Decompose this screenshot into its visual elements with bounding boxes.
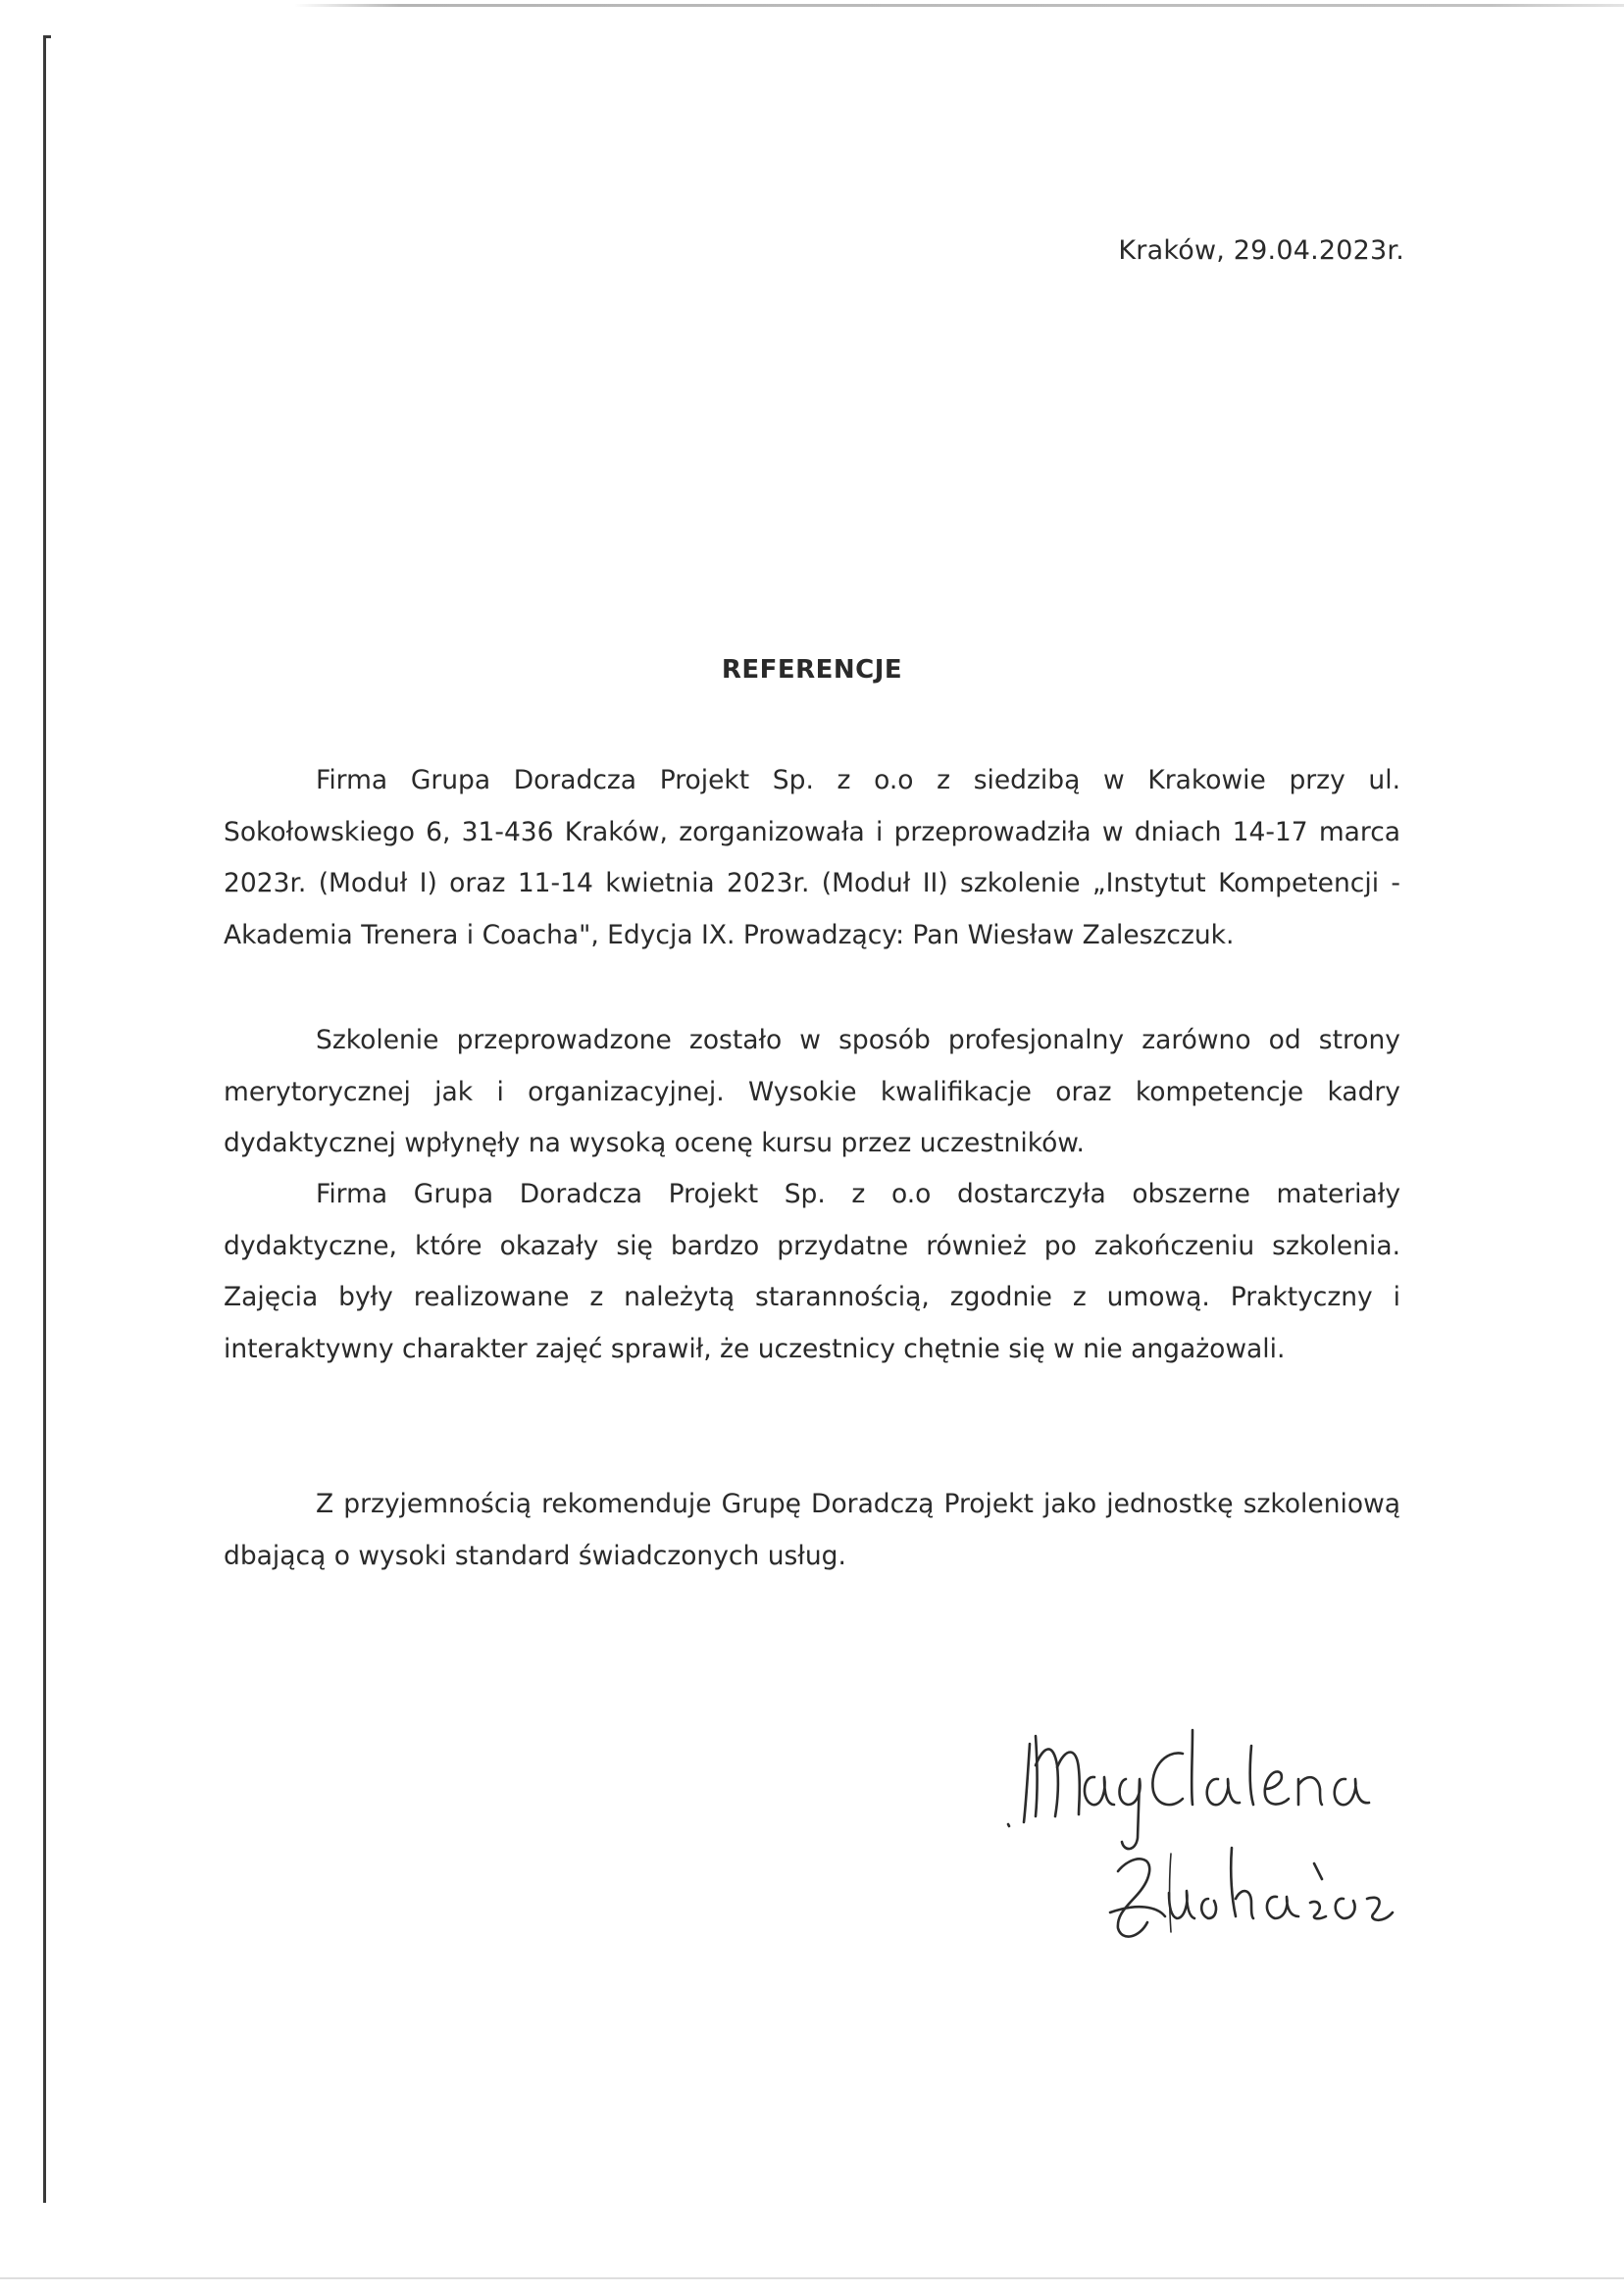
scan-edge-left-tick — [43, 35, 51, 38]
paragraph-2 — [224, 1015, 1400, 1170]
paragraph-4 — [224, 1479, 1400, 1582]
paragraph-1 — [224, 755, 1400, 961]
document-title: REFERENCJE — [721, 655, 903, 685]
scan-edge-bottom — [0, 2277, 1624, 2279]
place-and-date: Kraków, 29.04.2023r. — [1118, 235, 1404, 266]
scan-edge-left — [43, 35, 46, 2203]
handwritten-signature — [1000, 1707, 1461, 1952]
paragraph-1-text: Firma Grupa Doradcza Projekt Sp. z o.o z siedzibą w Krakowie przy ul. Sokołowskiego 6, 31-436 Kraków, zorganizowała i przeprowadziła w dniach 14-17 marca 2023r. (Moduł I) oraz 11-14 kwietnia 2023r. (Moduł II) szkolenie „Instytut Kompetencji - Akademia Trenera i Coacha", Edycja IX. Prowadzący: Pan Wiesław Zaleszczuk. — [224, 765, 1400, 950]
paragraph-2-text: Szkolenie przeprowadzone zostało w sposób profesjonalny zarówno od strony merytorycznej jak i organizacyjnej. Wysokie kwalifikacje oraz kompetencje kadry dydaktycznej wpłynęły na wysoką ocenę kursu przez uczestników. — [224, 1025, 1400, 1158]
paragraph-4-text: Z przyjemnością rekomenduje Grupę Doradczą Projekt jako jednostkę szkoleniową dbającą o wysoki standard świadczonych usług. — [224, 1489, 1400, 1571]
signature-drawing — [1000, 1707, 1461, 1952]
scan-edge-top — [294, 4, 1624, 7]
paragraph-3-text: Firma Grupa Doradcza Projekt Sp. z o.o dostarczyła obszerne materiały dydaktyczne, które okazały się bardzo przydatne również po zakończeniu szkolenia. Zajęcia były realizowane z należytą starannością, zgodnie z umową. Praktyczny i interaktywny charakter zajęć sprawił, że uczestnicy chętnie się w nie angażowali. — [224, 1179, 1400, 1364]
paragraph-3 — [224, 1169, 1400, 1375]
